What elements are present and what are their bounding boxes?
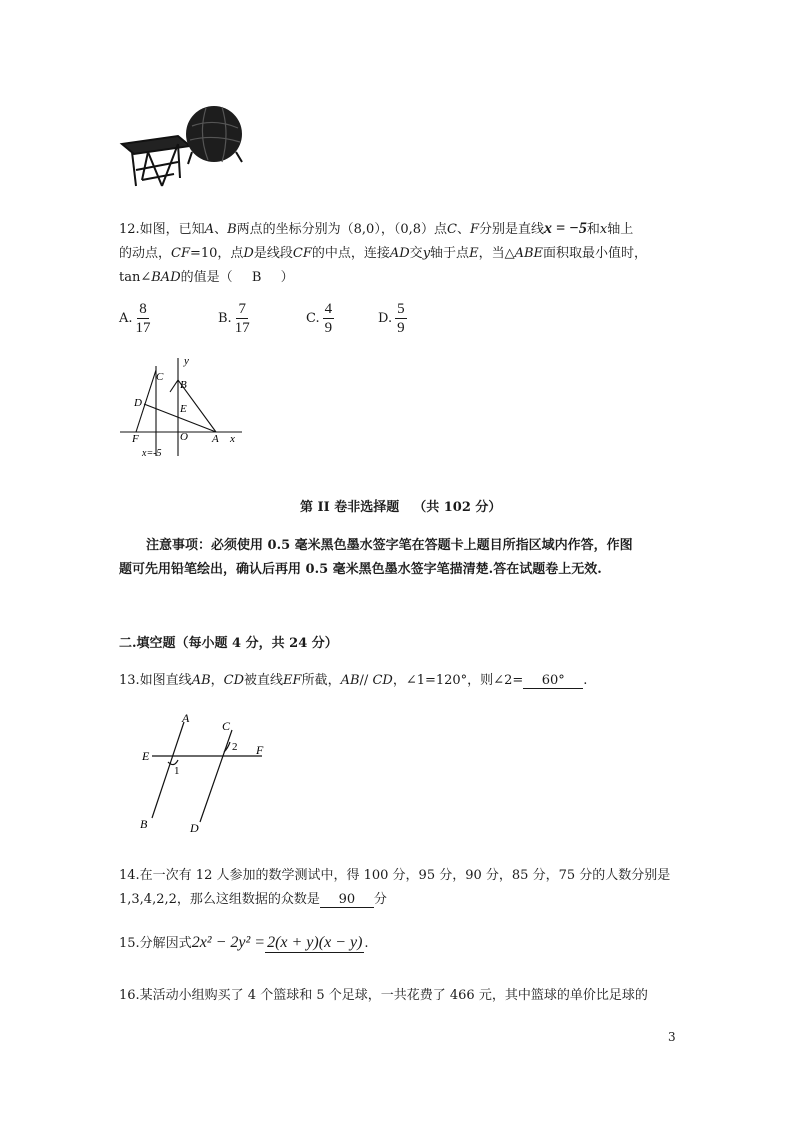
q14-answer: 90 [320,892,374,908]
table-icon [122,136,190,186]
fig-label-a: A [212,433,219,445]
angle-1-arc [168,760,178,765]
q12-option-b: B. $\frac{7}{17}$ [218,301,250,336]
fig13-label-b: B [140,817,148,831]
q13-answer: 60° [523,673,583,689]
fig-label-b: B [180,379,187,391]
table-ball-illustration [118,96,248,196]
q14-line-1: 14.在一次有 12 人参加的数学测试中，得 100 分，95 分，90 分，85 分，75 分的人数分别是 [119,868,671,883]
q12-option-c: C. $\frac{4}{9}$ [306,301,333,336]
fig13-label-f: F [256,743,264,757]
fig-label-e: E [180,403,187,415]
fig-label-line: x=-5 [142,448,162,459]
notice-line-1: 注意事项：必须使用 0.5 毫米黑色墨水签字笔在答题卡上题目所指区域内作答，作图 [146,538,633,553]
section-heading: 第 II 卷非选择题 （共 102 分） [300,500,502,515]
fig13-angle-1: 1 [174,765,180,777]
fig13-label-c: C [222,719,231,733]
fig-label-c: C [156,371,164,383]
fig-label-f: F [132,433,139,445]
q12-answer: B [251,270,262,285]
ball-icon [186,106,242,164]
line-equation: x = −5 [544,220,587,237]
q12-line-1: 12.如图，已知A、B两点的坐标分别为（8,0），（0,8）点C、F分别是直线x = −5和x轴上 [119,220,634,237]
q15-text: 15.分解因式2x² − 2y² = 2(x + y)(x − y) . [119,934,369,951]
fig-label-y: y [184,355,189,367]
q12-line-2: 的动点，CF=10，点D是线段CF的中点，连接AD交y轴于点E，当△ABE面积取最小值时， [119,246,648,261]
q12-option-d: D. $\frac{5}{9}$ [378,301,405,336]
q13-parallel-lines-figure [134,708,274,838]
page-number: 3 [668,1030,676,1044]
fig-label-x: x [230,433,235,445]
fig13-label-e: E [142,749,150,763]
q14-line-2: 1,3,4,2,2，那么这组数据的众数是 90 分 [119,892,387,907]
fig-label-o: O [180,431,188,443]
q12-option-a: A. $\frac{8}{17}$ [119,301,151,336]
fig13-angle-2: 2 [232,741,238,753]
fig-label-d: D [134,397,142,409]
fig13-label-d: D [190,821,199,835]
notice-line-2: 题可先用铅笔绘出，确认后再用 0.5 毫米黑色墨水签字笔描清楚.答在试题卷上无效. [119,562,602,577]
part2-title: 二.填空题（每小题 4 分，共 24 分） [119,636,338,651]
q16-line-1: 16.某活动小组购买了 4 个篮球和 5 个足球，一共花费了 466 元，其中篮球的单价比足球的 [119,988,648,1003]
fig13-label-a: A [182,711,190,725]
q13-text: 13.如图直线AB，CD被直线EF所截，AB// CD，∠1=120°，则∠2= 60° . [119,673,588,688]
q12-line-3: tan∠BAD的值是（ B ） [119,270,294,285]
q15-answer: 2(x + y)(x − y) [267,934,363,951]
q12-coordinate-figure [118,352,248,462]
q15-expression: 2x² − 2y² = [191,934,266,951]
line-cd [200,730,232,822]
